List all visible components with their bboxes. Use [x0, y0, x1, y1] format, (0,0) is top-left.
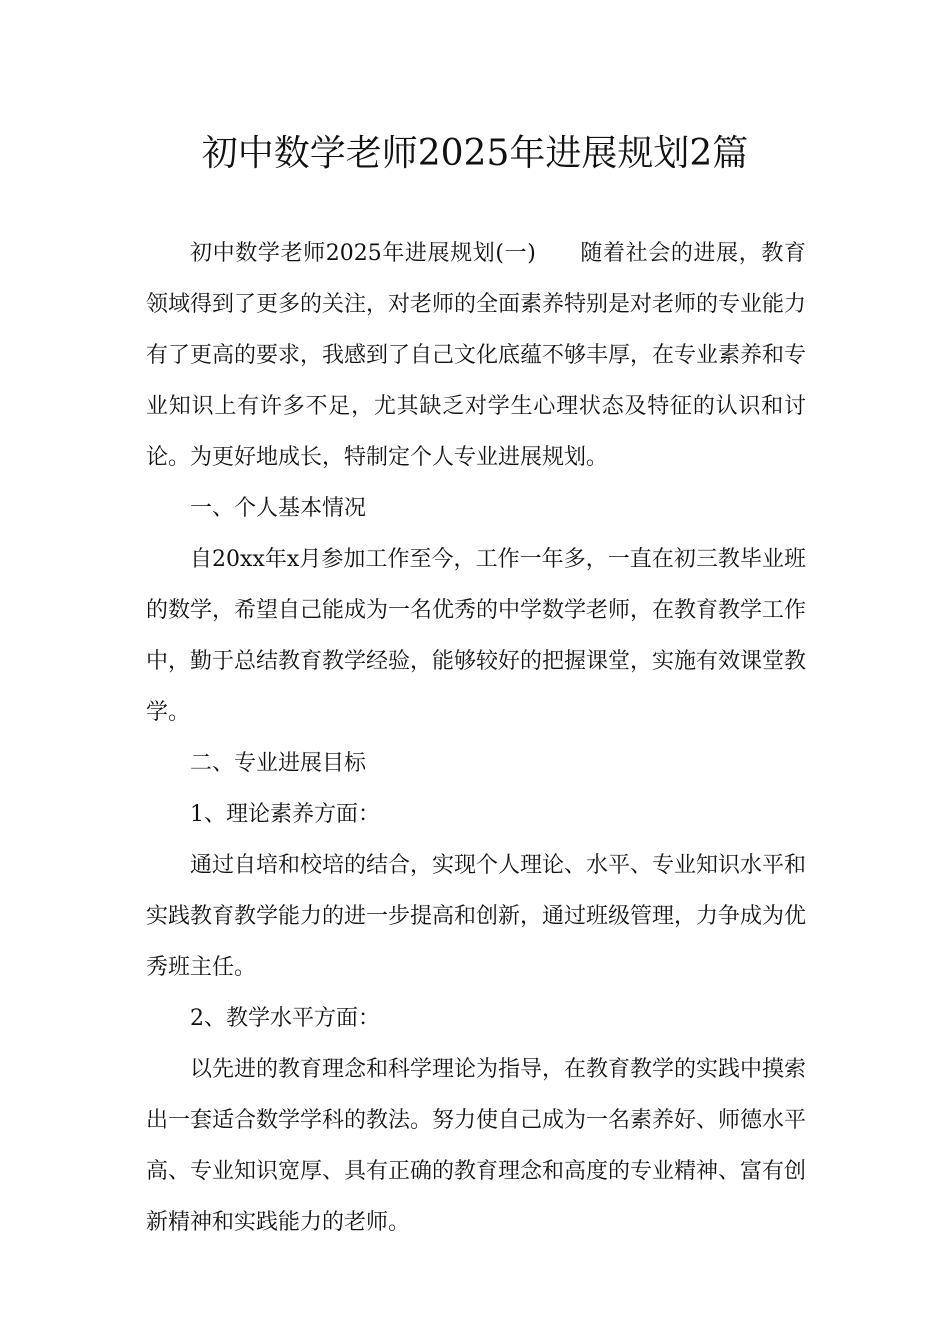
item1-heading: 1、理论素养方面：: [190, 802, 380, 827]
section1-paragraph: 自20xx年x月参加工作至今，工作一年多，一直在初三教毕业班的数学，希望自己能成为一名优秀的中学数学老师，在教育教学工作中，勤于总结教育教学经验，能够较好的把握课堂，实施有效课堂教学。: [146, 547, 807, 725]
intro-text: 随着社会的进展，教育领域得到了更多的关注，对老师的全面素养特别是对老师的专业能力有了更高的要求，我感到了自己文化底蕴不够丰厚，在专业素养和专业知识上有许多不足，尤其缺乏对学生心理状态及特征的认识和讨论。为更好地成长，特制定个人专业进展规划。: [146, 241, 807, 470]
item1-paragraph: 通过自培和校培的结合，实现个人理论、水平、专业知识水平和实践教育教学能力的进一步提高和创新，通过班级管理，力争成为优秀班主任。: [146, 853, 807, 980]
item2-paragraph: 以先进的教育理念和科学理论为指导，在教育教学的实践中摸索出一套适合数学学科的教法。努力使自己成为一名素养好、师德水平高、专业知识宽厚、具有正确的教育理念和高度的专业精神、富有创新精神和实践能力的老师。: [146, 1057, 807, 1235]
item2-heading: 2、教学水平方面：: [190, 1006, 380, 1031]
document-body: [146, 228, 806, 1248]
section2-heading: 二、专业进展目标: [190, 751, 367, 776]
intro-paragraph: [146, 228, 806, 483]
document-title: 初中数学老师2025年进展规划2篇: [201, 133, 749, 174]
intro-heading: 初中数学老师2025年进展规划(一): [190, 241, 536, 266]
section1-heading: 一、个人基本情况: [190, 496, 367, 521]
